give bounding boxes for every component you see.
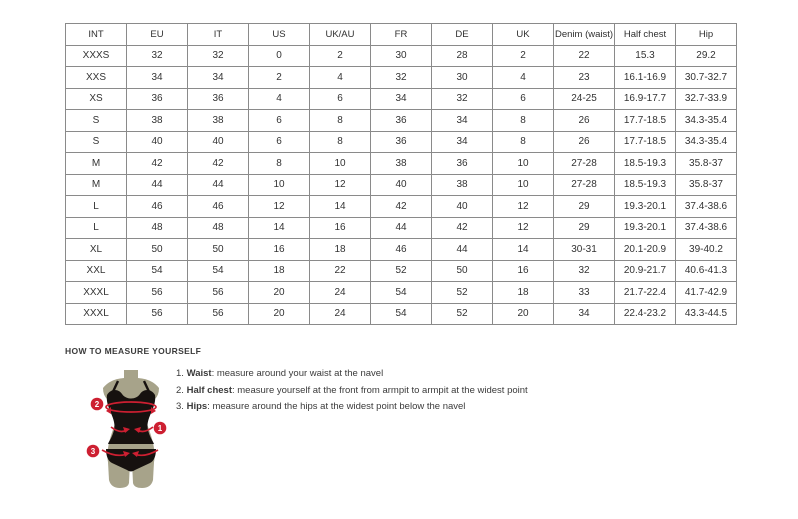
- table-cell: 35.8-37: [676, 153, 737, 175]
- table-cell: 34: [127, 67, 188, 89]
- table-cell: S: [66, 110, 127, 132]
- table-cell: 34: [432, 131, 493, 153]
- table-cell: 56: [127, 282, 188, 304]
- table-cell: 52: [432, 303, 493, 325]
- table-cell: 40.6-41.3: [676, 260, 737, 282]
- table-cell: 29: [554, 196, 615, 218]
- table-cell: XL: [66, 239, 127, 261]
- table-cell: 17.7-18.5: [615, 110, 676, 132]
- table-cell: S: [66, 131, 127, 153]
- table-cell: 30.7-32.7: [676, 67, 737, 89]
- table-cell: 32: [188, 45, 249, 67]
- table-cell: 41.7-42.9: [676, 282, 737, 304]
- table-cell: 43.3-44.5: [676, 303, 737, 325]
- table-cell: 10: [493, 153, 554, 175]
- step-text: : measure around your waist at the navel: [211, 368, 384, 379]
- mannequin-illustration-icon: [84, 366, 179, 491]
- measure-section-title: HOW TO MEASURE YOURSELF: [65, 346, 202, 356]
- table-cell: 14: [493, 239, 554, 261]
- table-cell: 16: [249, 239, 310, 261]
- table-cell: 42: [127, 153, 188, 175]
- table-cell: 42: [432, 217, 493, 239]
- table-row: [66, 88, 737, 110]
- table-row: [66, 131, 737, 153]
- table-cell: 20.9-21.7: [615, 260, 676, 282]
- table-cell: 37.4-38.6: [676, 196, 737, 218]
- table-cell: 4: [249, 88, 310, 110]
- table-cell: 22.4-23.2: [615, 303, 676, 325]
- table-cell: 23: [554, 67, 615, 89]
- table-cell: 18: [249, 260, 310, 282]
- table-cell: 35.8-37: [676, 174, 737, 196]
- table-cell: 56: [188, 303, 249, 325]
- table-row: [66, 67, 737, 89]
- table-cell: 8: [310, 110, 371, 132]
- table-cell: 42: [188, 153, 249, 175]
- table-row: [66, 174, 737, 196]
- measure-step: [176, 402, 528, 412]
- table-row: [66, 282, 737, 304]
- step-number: 1.: [176, 368, 184, 379]
- table-cell: 44: [188, 174, 249, 196]
- table-cell: 15.3: [615, 45, 676, 67]
- table-cell: 54: [127, 260, 188, 282]
- table-cell: 18.5-19.3: [615, 174, 676, 196]
- table-cell: 32: [554, 260, 615, 282]
- table-cell: 34.3-35.4: [676, 131, 737, 153]
- column-header: IT: [188, 24, 249, 46]
- table-cell: 37.4-38.6: [676, 217, 737, 239]
- table-cell: 16.9-17.7: [615, 88, 676, 110]
- column-header: US: [249, 24, 310, 46]
- table-cell: 26: [554, 131, 615, 153]
- table-cell: 14: [310, 196, 371, 218]
- table-cell: 40: [432, 196, 493, 218]
- column-header: EU: [127, 24, 188, 46]
- table-cell: 34: [371, 88, 432, 110]
- column-header: UK: [493, 24, 554, 46]
- table-cell: 44: [432, 239, 493, 261]
- step-number: 2.: [176, 384, 184, 396]
- table-cell: 12: [493, 217, 554, 239]
- table-cell: 8: [493, 110, 554, 132]
- table-cell: 2: [310, 45, 371, 67]
- table-cell: 48: [127, 217, 188, 239]
- hips-marker-badge: [87, 445, 100, 458]
- table-cell: 29: [554, 217, 615, 239]
- column-header: INT: [66, 24, 127, 46]
- table-cell: M: [66, 174, 127, 196]
- table-cell: 34: [554, 303, 615, 325]
- measure-instructions: [176, 369, 528, 419]
- table-cell: 52: [371, 260, 432, 282]
- step-label: Waist: [186, 368, 212, 379]
- column-header: Denim (waist): [554, 24, 615, 46]
- table-cell: XXXS: [66, 45, 127, 67]
- table-cell: 29.2: [676, 45, 737, 67]
- table-cell: 14: [249, 217, 310, 239]
- table-cell: 6: [310, 88, 371, 110]
- measure-step: [176, 386, 528, 396]
- table-cell: 40: [371, 174, 432, 196]
- table-cell: 44: [127, 174, 188, 196]
- table-cell: 54: [371, 282, 432, 304]
- table-cell: 12: [493, 196, 554, 218]
- table-cell: 54: [371, 303, 432, 325]
- table-cell: 34: [432, 110, 493, 132]
- table-cell: 28: [432, 45, 493, 67]
- table-cell: L: [66, 217, 127, 239]
- table-cell: 50: [432, 260, 493, 282]
- table-cell: 16: [493, 260, 554, 282]
- table-cell: 12: [310, 174, 371, 196]
- table-cell: 56: [127, 303, 188, 325]
- table-cell: 16.1-16.9: [615, 67, 676, 89]
- table-cell: 27-28: [554, 153, 615, 175]
- table-cell: 10: [249, 174, 310, 196]
- table-cell: 20.1-20.9: [615, 239, 676, 261]
- table-cell: 4: [310, 67, 371, 89]
- column-header: UK/AU: [310, 24, 371, 46]
- table-cell: 6: [249, 110, 310, 132]
- table-cell: 36: [188, 88, 249, 110]
- table-row: [66, 217, 737, 239]
- table-cell: 22: [310, 260, 371, 282]
- table-cell: 8: [310, 131, 371, 153]
- table-cell: 4: [493, 67, 554, 89]
- table-cell: XXXL: [66, 303, 127, 325]
- table-cell: 21.7-22.4: [615, 282, 676, 304]
- measure-step: [176, 369, 528, 379]
- table-cell: 10: [493, 174, 554, 196]
- table-row: [66, 110, 737, 132]
- table-cell: 40: [127, 131, 188, 153]
- table-row: [66, 260, 737, 282]
- table-cell: 32.7-33.9: [676, 88, 737, 110]
- table-cell: 30: [371, 45, 432, 67]
- table-cell: 46: [188, 196, 249, 218]
- table-cell: 38: [432, 174, 493, 196]
- table-cell: 24: [310, 282, 371, 304]
- column-header: DE: [432, 24, 493, 46]
- measurement-figure: [84, 366, 179, 491]
- table-cell: 56: [188, 282, 249, 304]
- table-cell: 8: [249, 153, 310, 175]
- table-cell: 50: [127, 239, 188, 261]
- table-row: [66, 45, 737, 67]
- table-cell: 6: [249, 131, 310, 153]
- table-cell: 44: [371, 217, 432, 239]
- table-cell: 19.3-20.1: [615, 217, 676, 239]
- svg-text:3: 3: [90, 447, 96, 456]
- table-cell: 46: [371, 239, 432, 261]
- table-cell: 38: [371, 153, 432, 175]
- step-text: : measure yourself at the front from armpit to armpit at the widest point: [231, 384, 528, 396]
- step-label: Hips: [186, 401, 208, 412]
- table-row: [66, 239, 737, 261]
- table-cell: 20: [249, 303, 310, 325]
- column-header: Hip: [676, 24, 737, 46]
- table-cell: 39-40.2: [676, 239, 737, 261]
- table-cell: 32: [127, 45, 188, 67]
- waist-marker-badge: [154, 422, 167, 435]
- table-cell: 26: [554, 110, 615, 132]
- table-cell: 12: [249, 196, 310, 218]
- table-cell: 38: [127, 110, 188, 132]
- column-header: FR: [371, 24, 432, 46]
- table-cell: 22: [554, 45, 615, 67]
- table-cell: 20: [493, 303, 554, 325]
- table-cell: XXS: [66, 67, 127, 89]
- table-cell: 42: [371, 196, 432, 218]
- table-cell: 18: [493, 282, 554, 304]
- table-cell: 32: [371, 67, 432, 89]
- table-cell: 6: [493, 88, 554, 110]
- table-cell: 17.7-18.5: [615, 131, 676, 153]
- table-cell: 20: [249, 282, 310, 304]
- table-cell: XXXL: [66, 282, 127, 304]
- table-row: [66, 196, 737, 218]
- table-cell: 48: [188, 217, 249, 239]
- table-cell: 50: [188, 239, 249, 261]
- table-cell: 36: [371, 110, 432, 132]
- step-number: 3.: [176, 401, 184, 412]
- table-cell: 36: [432, 153, 493, 175]
- table-cell: 19.3-20.1: [615, 196, 676, 218]
- table-cell: 32: [432, 88, 493, 110]
- table-cell: 34.3-35.4: [676, 110, 737, 132]
- svg-text:2: 2: [94, 400, 100, 409]
- step-label: Half chest: [186, 384, 232, 396]
- table-cell: 36: [371, 131, 432, 153]
- table-cell: 30: [432, 67, 493, 89]
- table-cell: 46: [127, 196, 188, 218]
- chest-marker-badge: [91, 398, 104, 411]
- table-cell: L: [66, 196, 127, 218]
- table-cell: 24-25: [554, 88, 615, 110]
- table-cell: 33: [554, 282, 615, 304]
- table-cell: 24: [310, 303, 371, 325]
- table-cell: 2: [249, 67, 310, 89]
- step-text: : measure around the hips at the widest point below the navel: [207, 401, 466, 412]
- table-cell: 0: [249, 45, 310, 67]
- size-chart-table: [65, 23, 737, 325]
- table-cell: 38: [188, 110, 249, 132]
- table-cell: XS: [66, 88, 127, 110]
- table-cell: 2: [493, 45, 554, 67]
- table-cell: XXL: [66, 260, 127, 282]
- table-row: [66, 153, 737, 175]
- table-cell: 18: [310, 239, 371, 261]
- table-cell: 34: [188, 67, 249, 89]
- column-header: Half chest: [615, 24, 676, 46]
- table-cell: 27-28: [554, 174, 615, 196]
- table-cell: 30-31: [554, 239, 615, 261]
- table-cell: 52: [432, 282, 493, 304]
- svg-text:1: 1: [157, 424, 163, 433]
- table-cell: 18.5-19.3: [615, 153, 676, 175]
- size-table-header-row: [66, 24, 737, 46]
- table-cell: M: [66, 153, 127, 175]
- table-cell: 40: [188, 131, 249, 153]
- table-cell: 8: [493, 131, 554, 153]
- table-cell: 10: [310, 153, 371, 175]
- table-row: [66, 303, 737, 325]
- table-cell: 36: [127, 88, 188, 110]
- table-cell: 16: [310, 217, 371, 239]
- table-cell: 54: [188, 260, 249, 282]
